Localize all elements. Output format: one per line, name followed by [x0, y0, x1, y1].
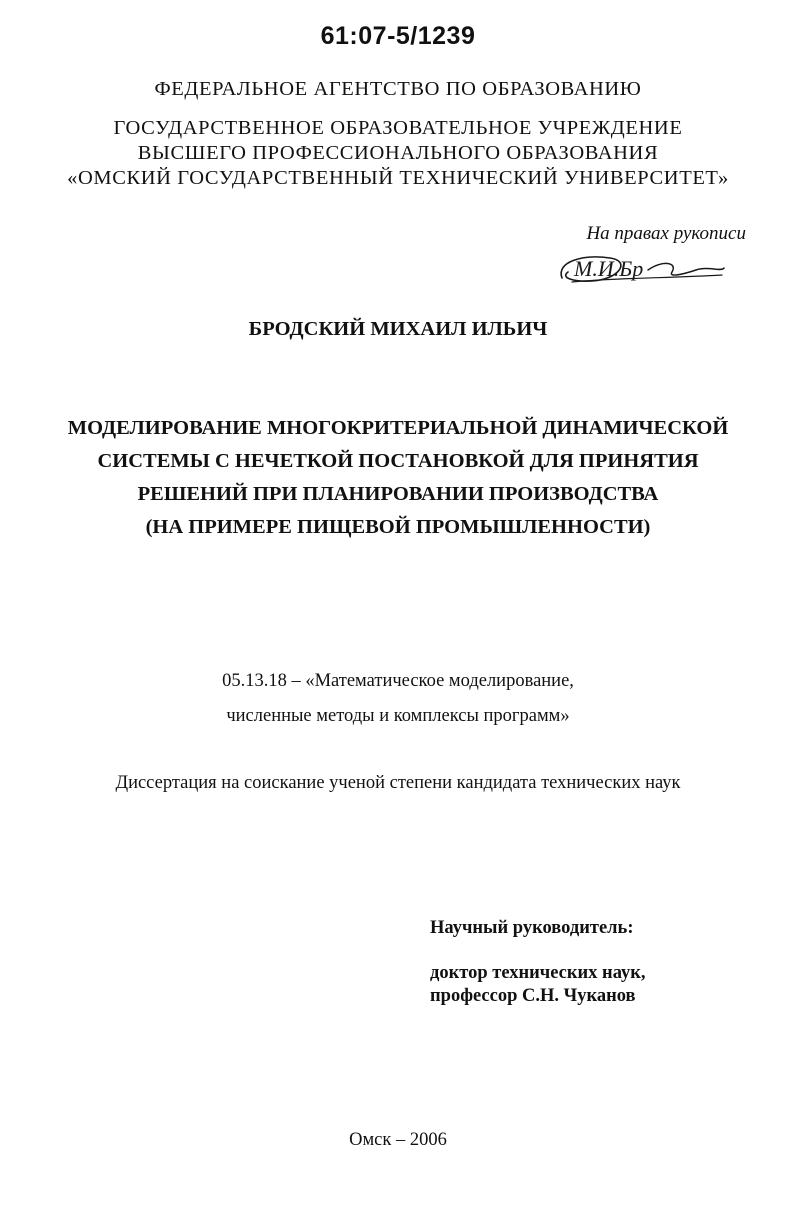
institution-line: ВЫСШЕГО ПРОФЕССИОНАЛЬНОГО ОБРАЗОВАНИЯ	[137, 142, 659, 164]
institution-heading	[0, 116, 796, 191]
degree-statement: Диссертация на соискание ученой степени кандидата технических наук	[115, 773, 681, 793]
dissertation-title	[0, 412, 796, 544]
supervisor-label: Научный руководитель:	[430, 918, 634, 938]
institution-line: ГОСУДАРСТВЕННОЕ ОБРАЗОВАТЕЛЬНОЕ УЧРЕЖДЕНИЕ	[113, 117, 683, 139]
catalog-number: 61:07-5/1239	[320, 22, 476, 50]
title-line: МОДЕЛИРОВАНИЕ МНОГОКРИТЕРИАЛЬНОЙ ДИНАМИЧЕСКОЙ	[67, 417, 729, 439]
title-line: (НА ПРИМЕРЕ ПИЩЕВОЙ ПРОМЫШЛЕННОСТИ)	[145, 516, 651, 538]
supervisor-block	[430, 917, 646, 1008]
supervisor-degree: доктор технических наук,	[430, 963, 646, 983]
institution-line: «ОМСКИЙ ГОСУДАРСТВЕННЫЙ ТЕХНИЧЕСКИЙ УНИВЕРСИТЕТ»	[67, 167, 729, 189]
signature-text: М.И.Бр	[574, 256, 644, 281]
title-line: РЕШЕНИЙ ПРИ ПЛАНИРОВАНИИ ПРОИЗВОДСТВА	[137, 483, 659, 505]
author-signature	[552, 248, 732, 288]
supervisor-name: профессор С.Н. Чуканов	[430, 986, 636, 1006]
agency-heading: ФЕДЕРАЛЬНОЕ АГЕНТСТВО ПО ОБРАЗОВАНИЮ	[154, 78, 642, 100]
specialty-line: численные методы и комплексы программ»	[226, 706, 570, 726]
place-year: Омск – 2006	[349, 1130, 447, 1150]
specialty-code	[0, 664, 796, 734]
manuscript-note: На правах рукописи	[586, 223, 746, 244]
author-name: БРОДСКИЙ МИХАИЛ ИЛЬИЧ	[248, 318, 548, 340]
title-line: СИСТЕМЫ С НЕЧЕТКОЙ ПОСТАНОВКОЙ ДЛЯ ПРИНЯТИЯ	[97, 450, 699, 472]
specialty-line: 05.13.18 – «Математическое моделирование,	[222, 671, 574, 691]
